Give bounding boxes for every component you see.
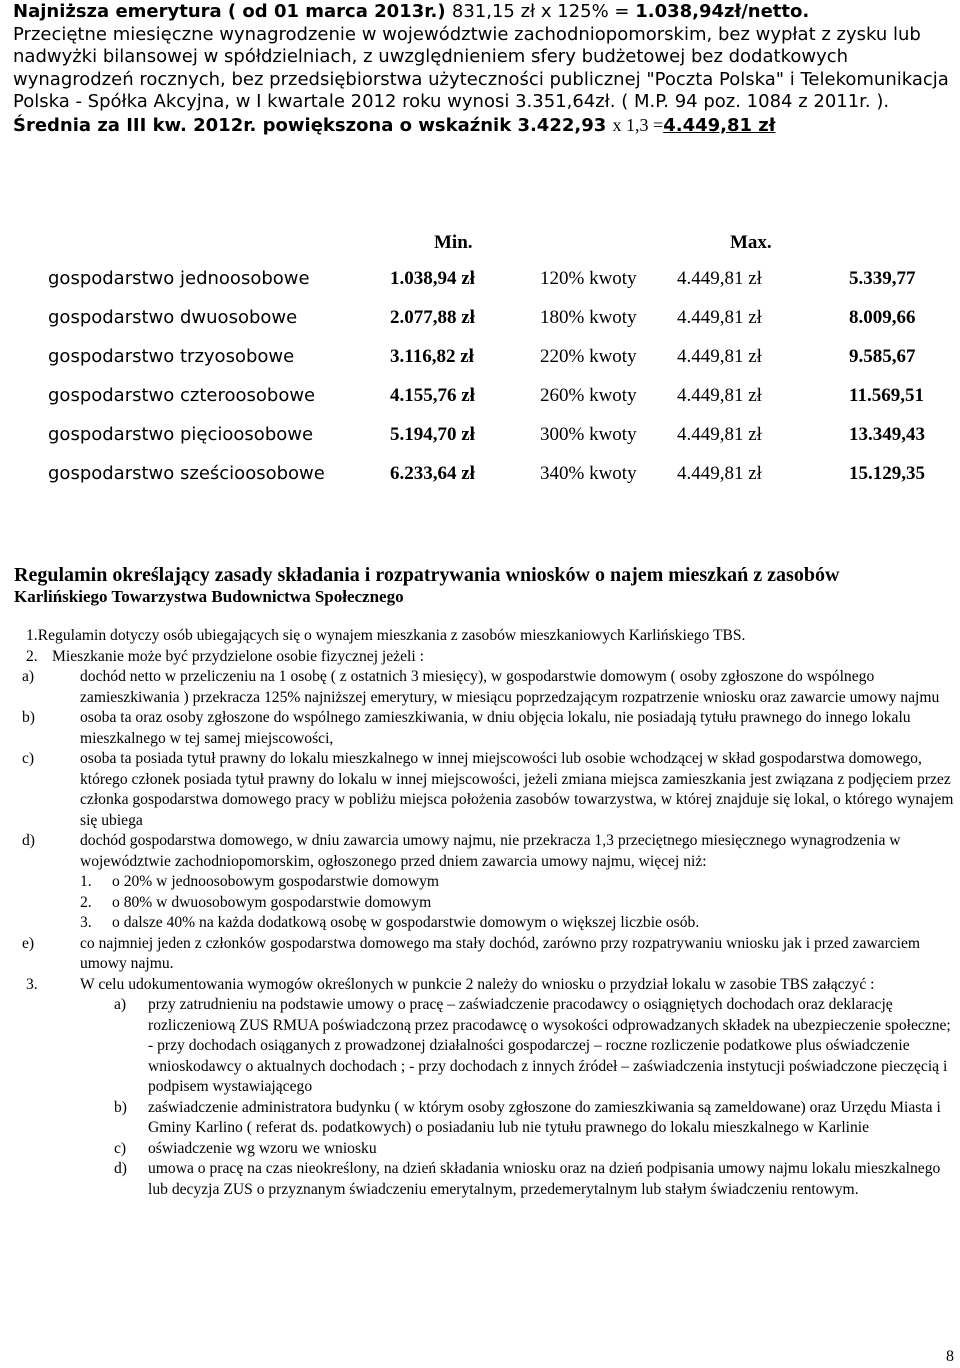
item-c <box>14 749 959 831</box>
min-value: 4.155,76 zł <box>390 385 475 406</box>
point-2-text: Mieszkanie może być przydzielone osobie fizycznej jeżeli : <box>52 647 424 665</box>
min-value: 2.077,88 zł <box>390 307 475 328</box>
base-amount: 4.449,81 zł <box>677 307 762 328</box>
item-d-2-text: o 80% w dwuosobowym gospodarstwie domowym <box>112 893 432 911</box>
percent-value: 300% kwoty <box>540 424 637 445</box>
intro-line-4: wynagrodzeń rocznych, bez przedsiębiorstwa użyteczności publicznej "Poczta Polska" i Telekomunikacja <box>13 68 949 90</box>
regulation-subtitle: Karlińskiego Towarzystwa Budownictwa Społecznego <box>14 587 404 606</box>
base-amount: 4.449,81 zł <box>677 463 762 484</box>
household-name: gospodarstwo sześcioosobowe <box>48 463 325 484</box>
min-value: 5.194,70 zł <box>390 424 475 445</box>
item-d-2-label: 2. <box>80 893 92 911</box>
item-a-text: dochód netto w przeliczeniu na 1 osobę ( z ostatnich 3 miesięcy), w gospodarstwie domowym ( osoby zgłoszone do wspólnego zamieszkiwania ) przekracza 125% najniższej emerytury, w miesiącu poprzedzającym rozpatrzenie wniosku oraz zawarcie umowy najmu <box>80 668 940 706</box>
intro-line-3: nadwyżki bilansowej w spółdzielniach, z uwzględnieniem sfery budżetowej bez dodatkowych <box>13 46 849 67</box>
base-amount: 4.449,81 zł <box>677 268 762 289</box>
point-1: 1.Regulamin dotyczy osób ubiegających się o wynajem mieszkania z zasobów mieszkaniowych Karlińskiego TBS. <box>26 627 746 644</box>
base-amount: 4.449,81 zł <box>677 346 762 367</box>
household-name: gospodarstwo pięcioosobowe <box>48 424 314 445</box>
min-pension-calc: 831,15 zł x 125% = <box>451 1 636 22</box>
item-d-3-text: o dalsze 40% na każda dodatkową osobę w gospodarstwie domowym o większej liczbie osób. <box>112 914 700 931</box>
item-d <box>14 831 959 872</box>
min-pension-label: Najniższa emerytura ( od 01 marca 2013r.) <box>13 1 452 22</box>
table-row <box>0 346 960 372</box>
item-b <box>14 708 959 749</box>
max-value: 5.339,77 <box>849 268 916 289</box>
base-amount: 4.449,81 zł <box>677 385 762 406</box>
base-amount: 4.449,81 zł <box>677 424 762 445</box>
household-name: gospodarstwo czteroosobowe <box>48 385 316 406</box>
max-value: 9.585,67 <box>849 346 916 367</box>
item-3b <box>14 1098 959 1139</box>
household-name: gospodarstwo dwuosobowe <box>48 307 298 328</box>
item-3a-text: przy zatrudnieniu na podstawie umowy o pracę – zaświadczenie pracodawcy o osiągniętych dochodach oraz deklarację rozliczeniową ZUS RMUA poświadczoną przez pracodawcę o wysokości odprowadzanych składek na ubezpieczenie społeczne; - przy dochodach osiąganych z prowadzonej działalności gospodarczej – roczne rozliczenie podatkowe plus oświadczenie wnioskodawcy o aktualnych dochodach ; - przy dochodach z innych źródeł – zaświadczenia instytucji poświadczone pieczęcią i podpisem wystawiającego <box>148 996 951 1095</box>
item-3d-label: d) <box>114 1160 127 1177</box>
table-row <box>0 424 960 450</box>
item-e-text: co najmniej jeden z członków gospodarstwa domowego ma stały dochód, zarówno przy rozpatrywaniu wniosku jak i przed zawarciem umowy najmu. <box>80 934 921 972</box>
household-name: gospodarstwo trzyosobowe <box>48 346 295 367</box>
item-c-label: c) <box>22 750 35 767</box>
percent-value: 340% kwoty <box>540 463 637 484</box>
item-3c-label: c) <box>114 1139 127 1157</box>
item-d-label: d) <box>22 832 35 849</box>
intro-line-6 <box>13 114 948 138</box>
table-row <box>0 463 960 489</box>
item-3a <box>14 995 959 1098</box>
page-number: 8 <box>946 1348 954 1365</box>
item-d-text: dochód gospodarstwa domowego, w dniu zawarcia umowy najmu, nie przekracza 1,3 przeciętnego miesięcznego wynagrodzenia w województwie zachodniopomorskim, ogłoszonego przed dniem zawarcia umowy najmu, więcej niż: <box>80 832 901 870</box>
intro-section <box>13 0 948 137</box>
table-row <box>0 385 960 411</box>
average-label: Średnia za III kw. 2012r. powiększona o wskaźnik 3.422,93 <box>13 114 613 136</box>
item-e-label: e) <box>22 934 35 952</box>
intro-line-1 <box>13 0 948 24</box>
item-e <box>14 934 959 975</box>
percent-value: 220% kwoty <box>540 346 637 367</box>
item-c-text: osoba ta posiada tytuł prawny do lokalu mieszkalnego w innej miejscowości lub osobie wchodzącej w skład gospodarstwa domowego, którego członek posiada tytuł prawny do lokalu w innej miejscowości, jeżeli zmiana miejsca zamieszkania jest związana z podjęciem przez członka gospodarstwa domowego pracy w pobliżu miejsca położenia zasobów towarzystwa, w której znajduje się lokal, o którego wynajem się ubiega <box>80 750 954 829</box>
item-3b-label: b) <box>114 1098 127 1116</box>
item-d-1-text: o 20% w jednoosobowym gospodarstwie domowym <box>112 873 440 890</box>
min-value: 1.038,94 zł <box>390 268 475 289</box>
item-a-label: a) <box>22 668 35 685</box>
point-2-label: 2. <box>26 647 38 665</box>
regulation-body <box>14 626 959 1200</box>
item-a <box>14 667 959 708</box>
percent-value: 180% kwoty <box>540 307 637 328</box>
average-result: 4.449,81 zł <box>663 114 776 136</box>
percent-value: 260% kwoty <box>540 385 637 406</box>
item-3b-text: zaświadczenie administratora budynku ( w którym osoby zgłoszone do zamieszkiwania są zameldowane) oraz Urzędu Miasta i Gminy Karlino ( referat ds. podatkowych) o posiadaniu lub nie tytułu prawnego do lokalu mieszkalnego w Karlinie <box>148 1098 941 1136</box>
point-2 <box>14 647 959 668</box>
average-multiplier: x 1,3 = <box>612 114 664 135</box>
item-d-2 <box>14 893 959 914</box>
item-3d-text: umowa o pracę na czas nieokreślony, na dzień składania wniosku oraz na dzień podpisania umowy najmu lokalu mieszkalnego lub decyzja ZUS o przyznanym świadczeniu emerytalnym, przedemerytalnym lub stałym świadczeniu rentowym. <box>148 1160 941 1198</box>
household-name: gospodarstwo jednoosobowe <box>48 268 310 289</box>
percent-value: 120% kwoty <box>540 268 637 289</box>
item-b-text: osoba ta oraz osoby zgłoszone do wspólnego zamieszkiwania, w dniu objęcia lokalu, nie posiadają tytułu prawnego do innego lokalu mieszkalnego w tej samej miejscowości, <box>80 709 911 747</box>
min-value: 3.116,82 zł <box>390 346 474 367</box>
intro-line-2: Przeciętne miesięczne wynagrodzenie w województwie zachodniopomorskim, bez wypłat z zysku lub <box>13 23 921 45</box>
max-header: Max. <box>730 232 772 253</box>
table-row <box>0 307 960 333</box>
point-3 <box>14 975 959 996</box>
regulation-title: Regulamin określający zasady składania i rozpatrywania wniosków o najem mieszkań z zasobów <box>14 564 840 586</box>
point-3-text: W celu udokumentowania wymogów określonych w punkcie 2 należy do wniosku o przydział lokalu w zasobie TBS załączyć : <box>80 975 875 993</box>
min-pension-result: 1.038,94zł/netto. <box>635 1 810 22</box>
item-d-1-label: 1. <box>80 873 92 890</box>
min-value: 6.233,64 zł <box>390 463 475 484</box>
max-value: 13.349,43 <box>849 424 925 445</box>
point-3-label: 3. <box>26 975 38 993</box>
item-3c <box>14 1139 959 1160</box>
max-value: 8.009,66 <box>849 307 916 328</box>
item-3d <box>14 1159 959 1200</box>
intro-line-5: Polska - Spółka Akcyjna, w I kwartale 2012 roku wynosi 3.351,64zł. ( M.P. 94 poz. 1084 z 2011r. ). <box>13 91 890 112</box>
item-3a-label: a) <box>114 996 127 1013</box>
item-d-3-label: 3. <box>80 914 92 931</box>
item-3c-text: oświadczenie wg wzoru we wniosku <box>148 1139 377 1157</box>
item-d-3 <box>14 913 959 934</box>
item-d-1 <box>14 872 959 893</box>
max-value: 15.129,35 <box>849 463 925 484</box>
table-row <box>0 268 960 294</box>
max-value: 11.569,51 <box>849 385 924 406</box>
item-b-label: b) <box>22 709 35 726</box>
min-header: Min. <box>434 232 473 253</box>
